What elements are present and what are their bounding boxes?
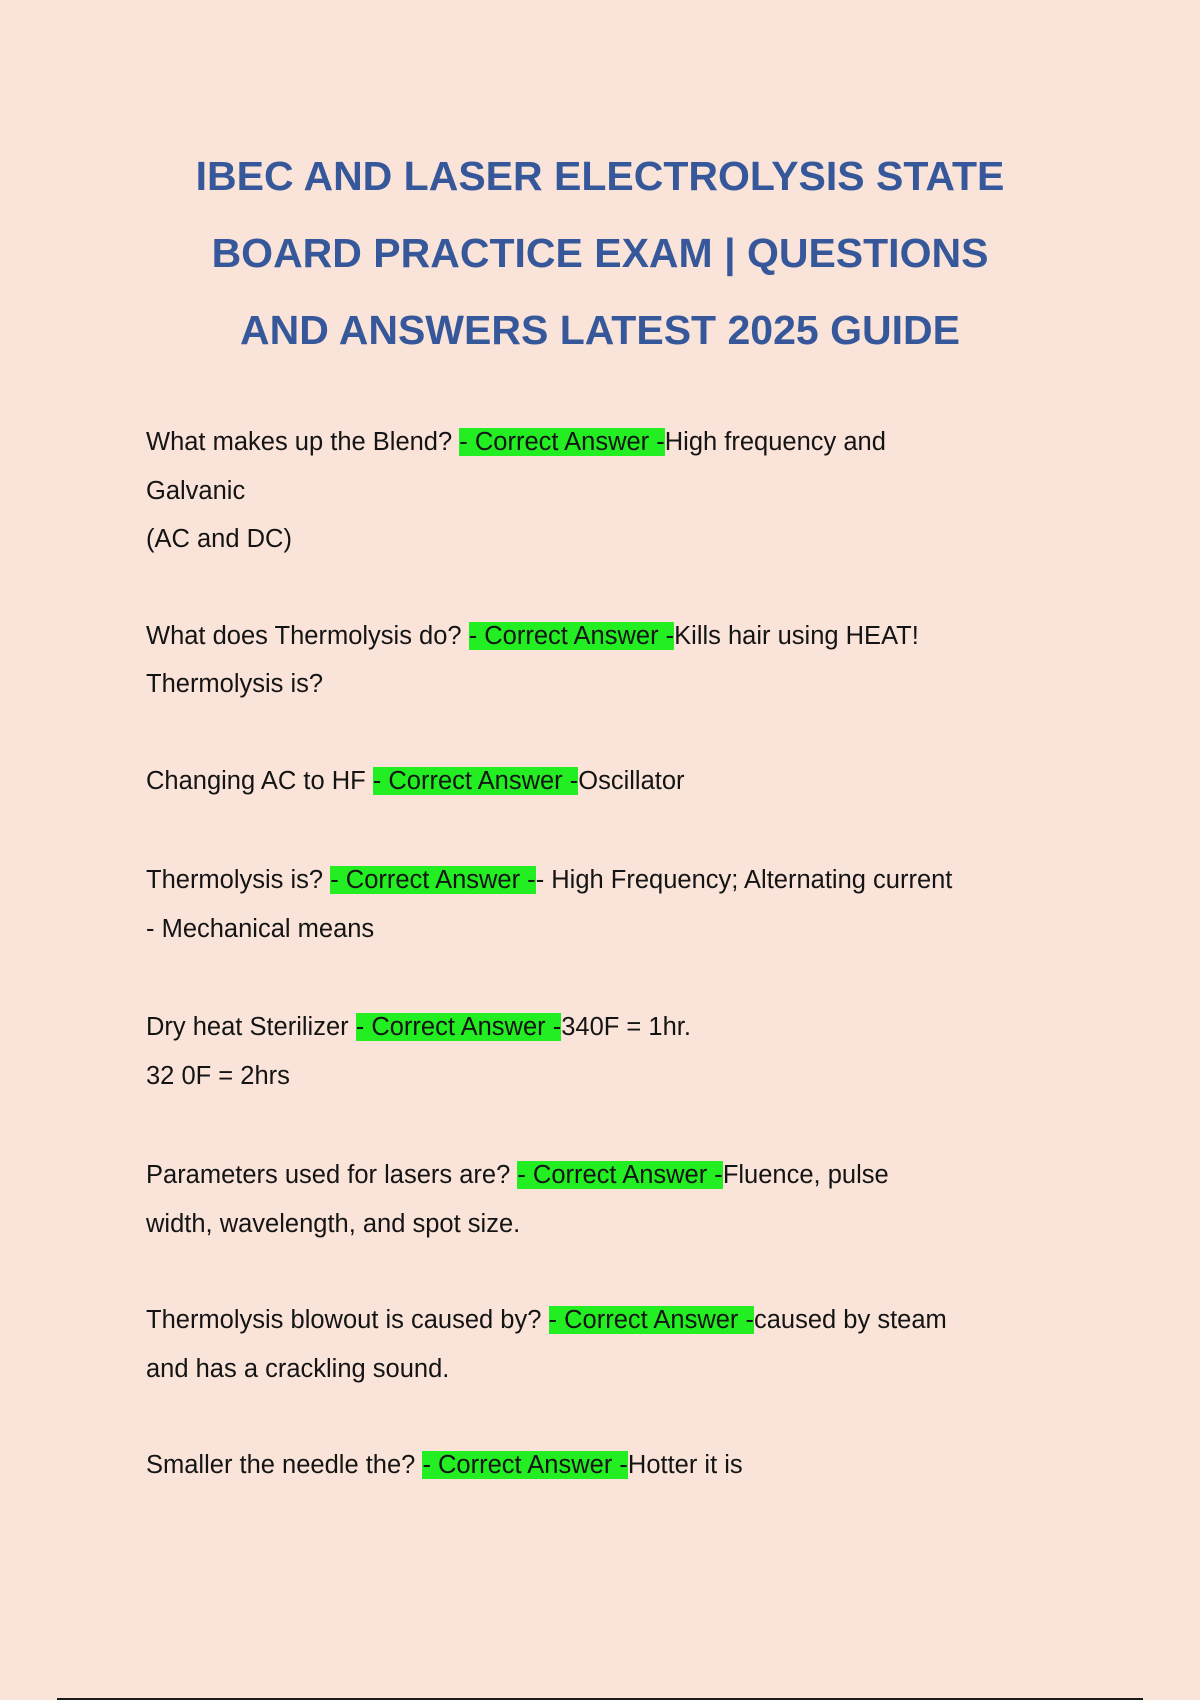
qa-item [146, 856, 1066, 953]
qa-item [146, 418, 1066, 564]
answer-text: caused by steam [754, 1306, 947, 1334]
title-line-1: IBEC AND LASER ELECTROLYSIS STATE [195, 153, 1005, 199]
question-text: Parameters used for lasers are? [146, 1161, 511, 1189]
qa-item [146, 1441, 1066, 1490]
question-text: What does Thermolysis do? [146, 621, 462, 650]
answer-text: 340F = 1hr. [561, 1013, 691, 1041]
answer-text: High frequency and [664, 428, 886, 456]
correct-answer-marker: - Correct Answer - [468, 621, 675, 650]
qa-item [146, 757, 1066, 806]
question-text: Smaller the needle the? [146, 1451, 416, 1479]
title-line-2: BOARD PRACTICE EXAM | QUESTIONS [211, 230, 989, 276]
answer-text-line-2: Galvanic [146, 476, 246, 505]
answer-text-line-2: - Mechanical means [146, 914, 375, 943]
correct-answer-marker: - Correct Answer - [517, 1161, 723, 1189]
correct-answer-marker: - Correct Answer - [459, 428, 665, 456]
qa-item [146, 1151, 1066, 1248]
answer-text-line-2: and has a crackling sound. [146, 1354, 450, 1383]
answer-text-line-2: width, wavelength, and spot size. [146, 1209, 521, 1238]
page-title [100, 138, 1100, 369]
answer-text-line-3: (AC and DC) [146, 525, 292, 553]
correct-answer-marker: - Correct Answer - [355, 1013, 562, 1041]
answer-text-line-2: 32 0F = 2hrs [146, 1061, 290, 1090]
correct-answer-marker: - Correct Answer - [330, 866, 536, 894]
correct-answer-marker: - Correct Answer - [372, 766, 579, 795]
correct-answer-marker: - Correct Answer - [548, 1306, 754, 1334]
question-text: Thermolysis is? [146, 866, 324, 894]
answer-text: Hotter it is [627, 1451, 743, 1479]
answer-text: Kills hair using HEAT! [674, 621, 919, 650]
answer-text: - High Frequency; Alternating current [535, 866, 953, 894]
answer-text: Oscillator [578, 766, 685, 795]
question-text: What makes up the Blend? [146, 428, 453, 456]
qa-item [146, 612, 1066, 709]
qa-item [146, 1296, 1066, 1393]
answer-text: Fluence, pulse [722, 1161, 889, 1189]
qa-list [146, 418, 1066, 1538]
question-text: Dry heat Sterilizer [146, 1013, 349, 1041]
question-text: Thermolysis blowout is caused by? [146, 1306, 542, 1334]
answer-text-line-2: Thermolysis is? [146, 670, 324, 698]
title-line-3: AND ANSWERS LATEST 2025 GUIDE [240, 307, 960, 353]
question-text: Changing AC to HF [146, 766, 366, 795]
qa-item [146, 1003, 1066, 1100]
correct-answer-marker: - Correct Answer - [422, 1451, 628, 1479]
